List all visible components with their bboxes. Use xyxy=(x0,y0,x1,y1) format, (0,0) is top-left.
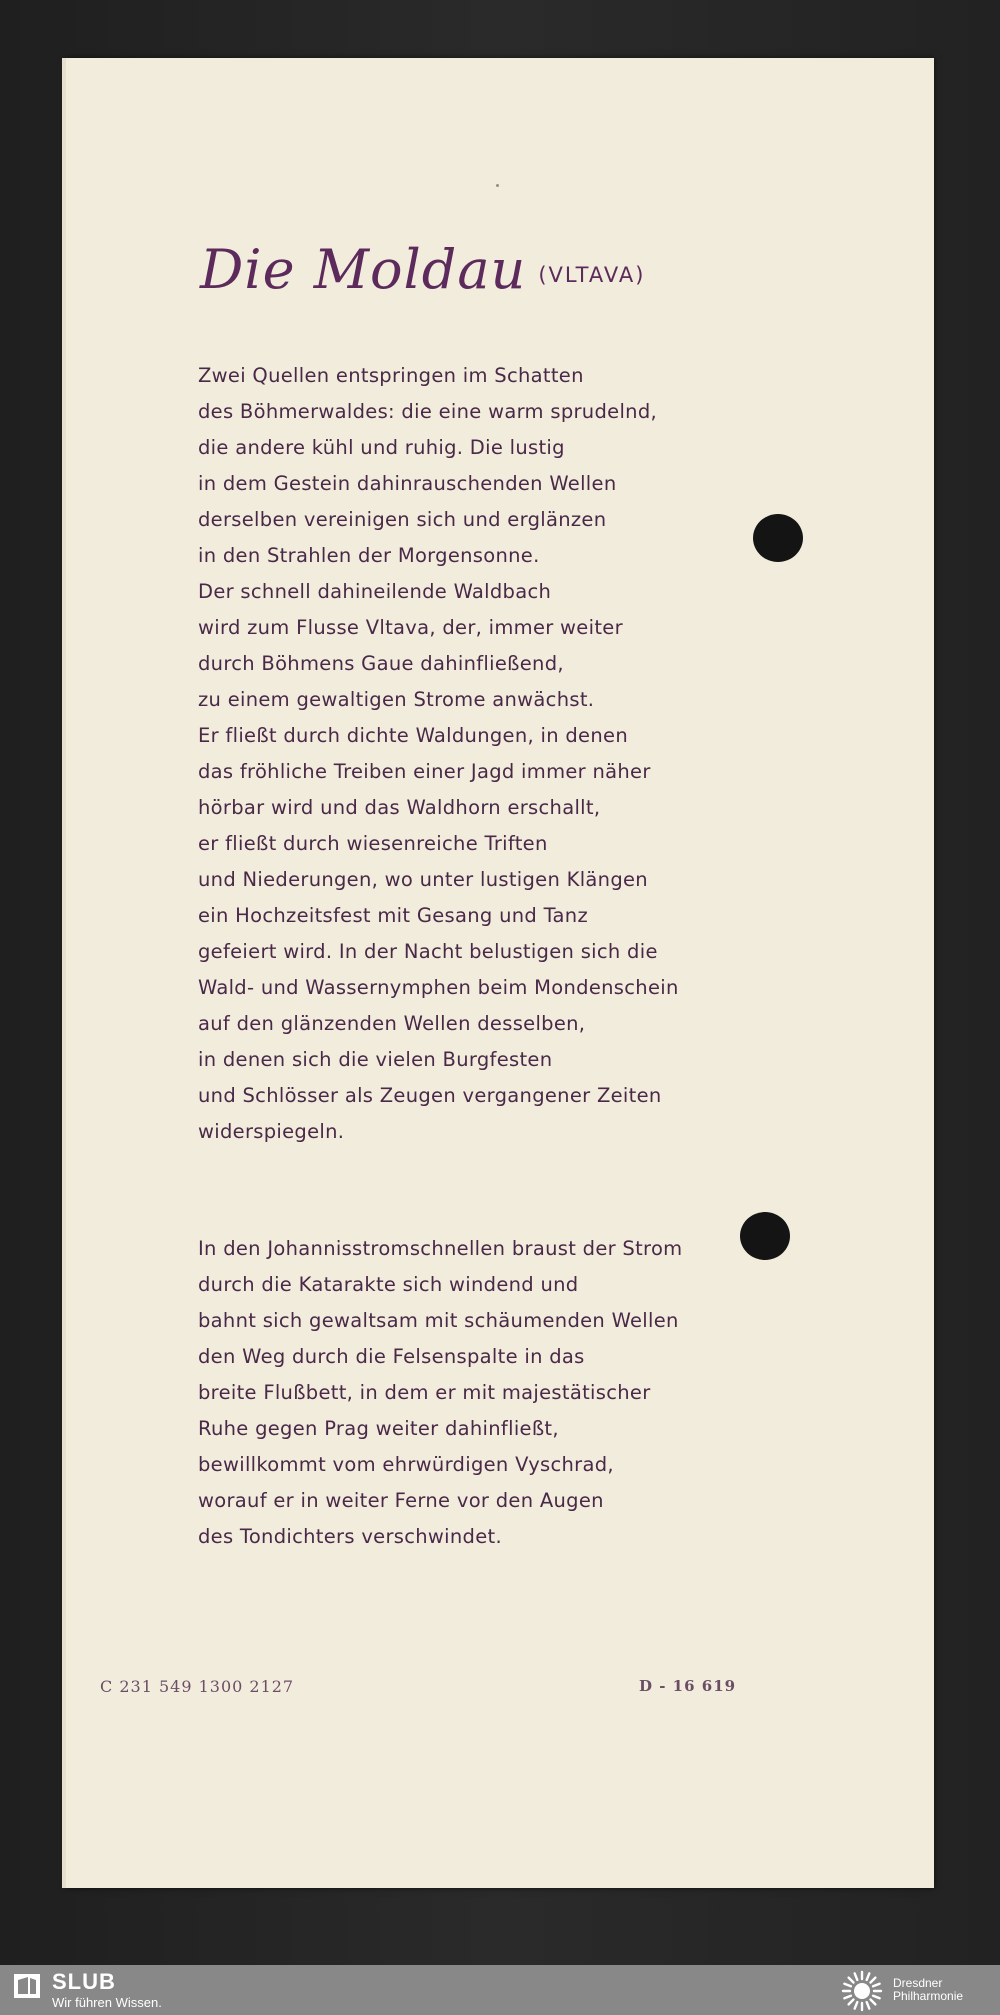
philharmonie-line-2: Philharmonie xyxy=(893,1989,964,2003)
philharmonie-line-1: Dresdner xyxy=(893,1976,943,1990)
text-line: auf den glänzenden Wellen desselben, xyxy=(198,1012,586,1035)
slub-tagline: Wir führen Wissen. xyxy=(52,1995,162,2010)
text-line: des Tondichters verschwindet. xyxy=(198,1525,502,1548)
text-line: derselben vereinigen sich und erglänzen xyxy=(198,508,607,531)
text-line: bewillkommt vom ehrwürdigen Vyschrad, xyxy=(198,1453,614,1476)
text-line: breite Flußbett, in dem er mit majestätischer xyxy=(198,1381,651,1404)
text-line: ein Hochzeitsfest mit Gesang und Tanz xyxy=(198,904,588,927)
text-line: die andere kühl und ruhig. Die lustig xyxy=(198,436,565,459)
text-line: durch die Katarakte sich windend und xyxy=(198,1273,579,1296)
text-line: gefeiert wird. In der Nacht belustigen sich die xyxy=(198,940,658,963)
text-line: In den Johannisstromschnellen braust der Strom xyxy=(198,1237,683,1260)
text-line: Er fließt durch dichte Waldungen, in denen xyxy=(198,724,628,747)
text-line: widerspiegeln. xyxy=(198,1120,345,1143)
text-line: und Niederungen, wo unter lustigen Klängen xyxy=(198,868,648,891)
title-subtitle: (VLTAVA) xyxy=(538,263,646,287)
text-line: das fröhliche Treiben einer Jagd immer näher xyxy=(198,760,651,783)
text-line: in den Strahlen der Morgensonne. xyxy=(198,544,540,567)
text-line: in denen sich die vielen Burgfesten xyxy=(198,1048,553,1071)
paragraph-1 xyxy=(198,358,798,1150)
text-line: er fließt durch wiesenreiche Triften xyxy=(198,832,548,855)
text-line: und Schlösser als Zeugen vergangener Zeiten xyxy=(198,1084,662,1107)
paper-speck xyxy=(496,184,499,187)
philharmonie-brand[interactable] xyxy=(893,1977,993,2003)
text-line: bahnt sich gewaltsam mit schäumenden Wellen xyxy=(198,1309,679,1332)
footer-bar xyxy=(0,1965,1000,2015)
paragraph-2 xyxy=(198,1231,798,1555)
text-line: durch Böhmens Gaue dahinfließend, xyxy=(198,652,564,675)
print-code-left: C 231 549 1300 2127 xyxy=(100,1677,295,1696)
text-line: Zwei Quellen entspringen im Schatten xyxy=(198,364,584,387)
text-line: hörbar wird und das Waldhorn erschallt, xyxy=(198,796,601,819)
print-code-right: D - 16 619 xyxy=(639,1677,737,1695)
text-line: Der schnell dahineilende Waldbach xyxy=(198,580,552,603)
text-line: den Weg durch die Felsenspalte in das xyxy=(198,1345,585,1368)
text-line: Ruhe gegen Prag weiter dahinfließt, xyxy=(198,1417,559,1440)
philharmonie-logo-icon[interactable] xyxy=(840,1969,884,2013)
text-line: zu einem gewaltigen Strome anwächst. xyxy=(198,688,595,711)
title-script: Die Moldau xyxy=(200,238,527,301)
text-line: des Böhmerwaldes: die eine warm sprudelnd, xyxy=(198,400,657,423)
slub-logo-icon[interactable] xyxy=(14,1974,40,1998)
page-title xyxy=(200,238,645,301)
text-line: worauf er in weiter Ferne vor den Augen xyxy=(198,1489,604,1512)
text-line: wird zum Flusse Vltava, der, immer weiter xyxy=(198,616,623,639)
text-line: in dem Gestein dahinrauschenden Wellen xyxy=(198,472,617,495)
slub-brand[interactable]: SLUB xyxy=(52,1969,116,1994)
text-line: Wald- und Wassernymphen beim Mondenschein xyxy=(198,976,679,999)
